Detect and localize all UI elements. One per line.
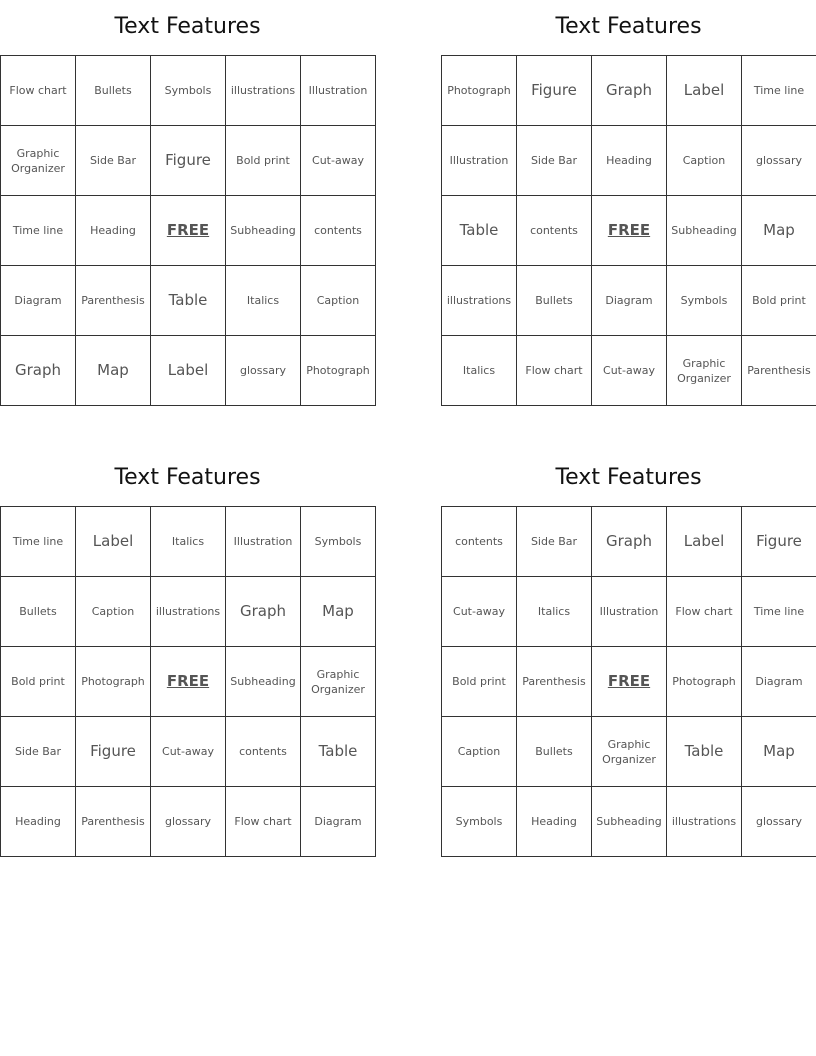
- bingo-cell: Bullets: [1, 577, 76, 647]
- grid-row: [1, 336, 376, 406]
- bingo-cell: Heading: [76, 196, 151, 266]
- grid-row: [442, 196, 816, 266]
- bingo-cell: contents: [517, 196, 592, 266]
- bingo-cell: glossary: [742, 126, 816, 196]
- bingo-cell: Illustration: [301, 56, 376, 126]
- bingo-cell: Italics: [517, 577, 592, 647]
- bingo-cell: Map: [742, 196, 816, 266]
- bingo-cell: Figure: [151, 126, 226, 196]
- bingo-cell: illustrations: [667, 787, 742, 857]
- bingo-cell: Bullets: [517, 266, 592, 336]
- bingo-cell: Bullets: [517, 717, 592, 787]
- bingo-cell: Map: [76, 336, 151, 406]
- bingo-cell: Parenthesis: [742, 336, 816, 406]
- bingo-cell: Caption: [301, 266, 376, 336]
- bingo-cell: Table: [667, 717, 742, 787]
- bingo-cell: Illustration: [442, 126, 517, 196]
- bingo-cell: Graph: [592, 507, 667, 577]
- bingo-cell: Illustration: [592, 577, 667, 647]
- bingo-cell: Photograph: [442, 56, 517, 126]
- bingo-cell: Bold print: [442, 647, 517, 717]
- bingo-cell: Time line: [742, 577, 816, 647]
- bingo-cell: Caption: [442, 717, 517, 787]
- grid-row: [442, 577, 816, 647]
- bingo-cell: Diagram: [742, 647, 816, 717]
- bingo-cell: Cut-away: [592, 336, 667, 406]
- bingo-cell: Heading: [517, 787, 592, 857]
- bingo-cell: Photograph: [301, 336, 376, 406]
- bingo-cell: Heading: [592, 126, 667, 196]
- bingo-cell: Table: [301, 717, 376, 787]
- bingo-cell: illustrations: [442, 266, 517, 336]
- bingo-cell: Table: [442, 196, 517, 266]
- grid-row: [1, 507, 376, 577]
- grid-row: [442, 336, 816, 406]
- bingo-cell: Map: [301, 577, 376, 647]
- bingo-cell: Time line: [1, 507, 76, 577]
- bingo-cell: Diagram: [592, 266, 667, 336]
- card-title: Text Features: [555, 14, 702, 39]
- bingo-cell: Figure: [742, 507, 816, 577]
- bingo-cell: illustrations: [226, 56, 301, 126]
- bingo-cell: Side Bar: [76, 126, 151, 196]
- bingo-cell: Heading: [1, 787, 76, 857]
- bingo-cell: Illustration: [226, 507, 301, 577]
- bingo-cell: Cut-away: [442, 577, 517, 647]
- bingo-cell: Parenthesis: [517, 647, 592, 717]
- grid-row: [442, 56, 816, 126]
- bingo-cell: Symbols: [667, 266, 742, 336]
- grid-row: [442, 126, 816, 196]
- bingo-cell: Bold print: [1, 647, 76, 717]
- bingo-grid: [441, 506, 816, 857]
- grid-row: [442, 266, 816, 336]
- grid-row: [1, 577, 376, 647]
- bingo-cell: glossary: [151, 787, 226, 857]
- bingo-cell: Label: [151, 336, 226, 406]
- bingo-cell: contents: [301, 196, 376, 266]
- grid-row: [1, 196, 376, 266]
- bingo-cell: Graph: [1, 336, 76, 406]
- grid-row: [442, 787, 816, 857]
- grid-row: [1, 266, 376, 336]
- card-title: Text Features: [114, 14, 261, 39]
- card-title: Text Features: [555, 465, 702, 490]
- bingo-grid: [0, 506, 376, 857]
- bingo-grid: [441, 55, 816, 406]
- bingo-cell: Label: [76, 507, 151, 577]
- bingo-cell: Diagram: [1, 266, 76, 336]
- bingo-cell: Graph: [592, 56, 667, 126]
- card-title: Text Features: [114, 465, 261, 490]
- bingo-cell: illustrations: [151, 577, 226, 647]
- bingo-cell: Side Bar: [517, 507, 592, 577]
- bingo-cell: Subheading: [226, 196, 301, 266]
- bingo-cell: Flow chart: [667, 577, 742, 647]
- bingo-cell: Figure: [517, 56, 592, 126]
- bingo-cell: Graph: [226, 577, 301, 647]
- bingo-cell: Time line: [1, 196, 76, 266]
- bingo-cell: Bold print: [742, 266, 816, 336]
- bingo-cell: contents: [442, 507, 517, 577]
- bingo-cell: Parenthesis: [76, 787, 151, 857]
- bingo-cell: Subheading: [667, 196, 742, 266]
- bingo-cell: Caption: [76, 577, 151, 647]
- bingo-cell: Photograph: [667, 647, 742, 717]
- bingo-cell: Graphic Organizer: [1, 126, 76, 196]
- bingo-cell: Parenthesis: [76, 266, 151, 336]
- bingo-cell: Map: [742, 717, 816, 787]
- bingo-cell: glossary: [226, 336, 301, 406]
- bingo-cell: Symbols: [442, 787, 517, 857]
- bingo-cell: Italics: [226, 266, 301, 336]
- bingo-cell: Graphic Organizer: [301, 647, 376, 717]
- free-space-cell: FREE: [592, 647, 667, 717]
- bingo-cell: Cut-away: [301, 126, 376, 196]
- free-space-cell: FREE: [151, 196, 226, 266]
- bingo-cell: Subheading: [226, 647, 301, 717]
- free-space-cell: FREE: [151, 647, 226, 717]
- bingo-cell: Symbols: [301, 507, 376, 577]
- bingo-cell: contents: [226, 717, 301, 787]
- bingo-cell: Label: [667, 56, 742, 126]
- bingo-cell: Flow chart: [517, 336, 592, 406]
- bingo-cell: Photograph: [76, 647, 151, 717]
- grid-row: [1, 787, 376, 857]
- bingo-cell: Diagram: [301, 787, 376, 857]
- grid-row: [1, 647, 376, 717]
- grid-row: [442, 717, 816, 787]
- bingo-cell: Table: [151, 266, 226, 336]
- bingo-cell: Side Bar: [1, 717, 76, 787]
- bingo-cell: Italics: [442, 336, 517, 406]
- bingo-cell: Caption: [667, 126, 742, 196]
- bingo-cell: Figure: [76, 717, 151, 787]
- bingo-cell: Time line: [742, 56, 816, 126]
- bingo-cell: Label: [667, 507, 742, 577]
- grid-row: [442, 647, 816, 717]
- bingo-cell: Side Bar: [517, 126, 592, 196]
- bingo-cell: Bullets: [76, 56, 151, 126]
- grid-row: [1, 56, 376, 126]
- bingo-cell: Graphic Organizer: [667, 336, 742, 406]
- bingo-cell: Graphic Organizer: [592, 717, 667, 787]
- bingo-cell: Cut-away: [151, 717, 226, 787]
- grid-row: [1, 717, 376, 787]
- bingo-cell: Bold print: [226, 126, 301, 196]
- bingo-cell: Subheading: [592, 787, 667, 857]
- bingo-cell: Italics: [151, 507, 226, 577]
- bingo-grid: [0, 55, 376, 406]
- bingo-cell: glossary: [742, 787, 816, 857]
- free-space-cell: FREE: [592, 196, 667, 266]
- bingo-cell: Flow chart: [226, 787, 301, 857]
- grid-row: [1, 126, 376, 196]
- bingo-cell: Flow chart: [1, 56, 76, 126]
- grid-row: [442, 507, 816, 577]
- bingo-cell: Symbols: [151, 56, 226, 126]
